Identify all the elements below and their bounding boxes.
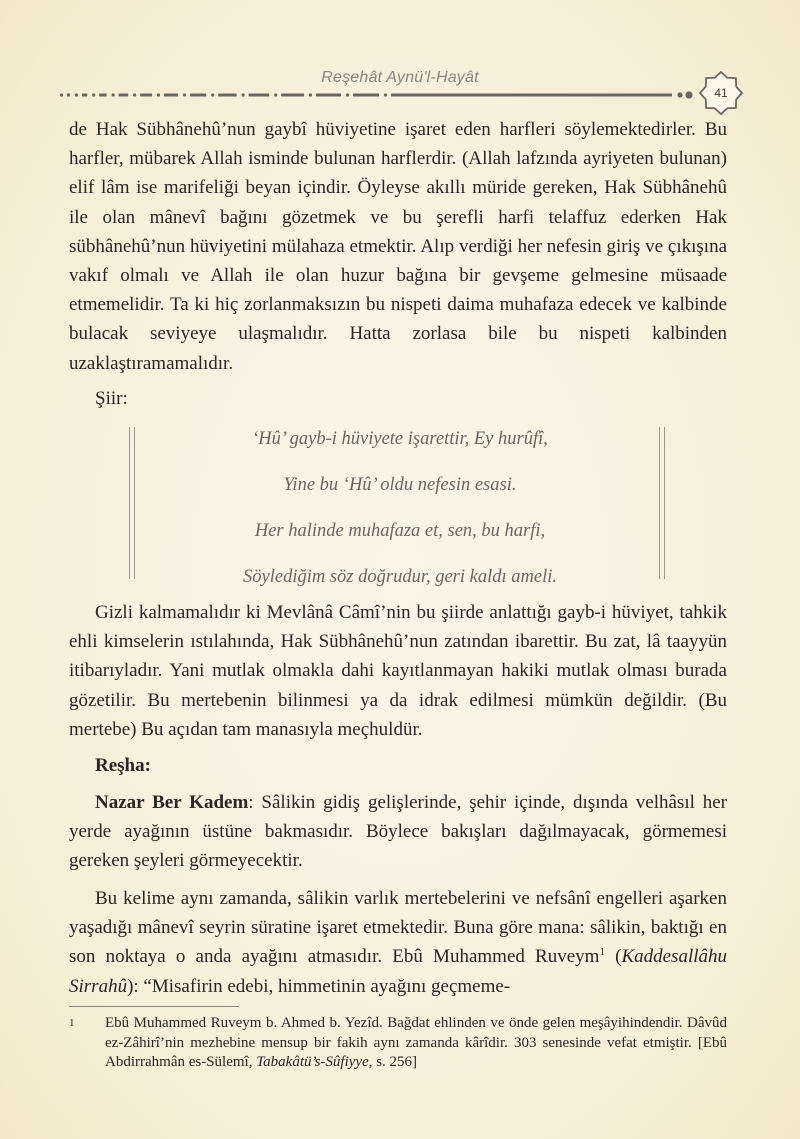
rule-segment: [157, 93, 160, 96]
rule-segment: [242, 93, 245, 96]
rule-segment: [384, 93, 387, 96]
footnote-divider: [69, 1006, 239, 1007]
rule-segment: [112, 93, 115, 96]
rule-segment: [183, 93, 186, 96]
poem-left-border: [129, 427, 135, 579]
footnote-reference[interactable]: 1: [599, 946, 605, 959]
rule-segment: [67, 94, 70, 97]
rule-segment: [99, 94, 106, 97]
rule-segment: [685, 91, 692, 98]
poem-line: Söylediğim söz doğrudur, geri kaldı ameli.: [243, 567, 557, 587]
footnote-book-title: Tabakâtü’s-Sûfiyye: [256, 1054, 369, 1070]
running-title: Reşehât Aynü'l-Hayât: [321, 69, 479, 86]
footnote-text-part: Ebû Muhammed Ruveym b. Ahmed b. Yezîd. Bağdat ehlinden ve önde gelen meşâyihindendir. Dâvûd ez-Zâhirî’nin mezhebine mensup bir fakih aynı zamanda kârîdir. 303 senesinde vefat etmiştir. [Ebû Abdirrahmân es-Sülemî,: [105, 1015, 727, 1070]
poem-line: Yine bu ‘Hû’ oldu nefesin esasi.: [283, 475, 517, 495]
rule-segment: [249, 94, 270, 97]
page-number-badge: [698, 70, 744, 116]
poem-line: Her halinde muhafaza et, sen, bu harfi,: [254, 521, 546, 541]
honorific: Kaddesallâhu Sirrahû: [69, 946, 728, 997]
resha-heading: Reşha:: [95, 755, 151, 776]
poem-block: [140, 425, 660, 609]
rule-segment: [274, 93, 277, 96]
rule-segment: [677, 92, 682, 97]
poem-line: ‘Hû’ gayb-i hüviyete işarettir, Ey hurûfî,: [252, 429, 548, 449]
rule-segment: [133, 93, 136, 96]
paragraph-3-text: : Sâlikin gidiş gelişlerinde, şehir içinde, dışında velhâsıl her yerde ayağının üstüne bakmasıdır. Böylece bakışları dağılmayacak, görmemesi gereken şeyleri görmeyecektir.: [69, 792, 727, 872]
rule-segment: [309, 93, 312, 96]
rule-segment: [281, 94, 304, 97]
rule-segment: [92, 93, 95, 96]
rule-segment: [60, 93, 63, 96]
page-number: 41: [714, 86, 728, 100]
paragraph-4-text: Bu kelime aynı zamanda, sâlikin varlık mertebelerini ve nefsânî engelleri aşarken yaşadığı mânevî seyrin süratine işaret etmektedir. Buna göre mana: sâlikin, baktığı en son noktaya o anda ayağını atmasıdır. Ebû Muhammed Ruveym: [69, 888, 727, 968]
rule-segment: [119, 94, 129, 97]
rule-segment: [75, 93, 78, 96]
paragraph-2: [69, 598, 727, 744]
footnote-mark: 1: [69, 1017, 75, 1029]
footnote-text-part: , s. 256]: [368, 1054, 418, 1070]
poem-label: Şiir:: [95, 388, 128, 409]
rule-segment: [82, 94, 87, 97]
rule-segment: [353, 94, 379, 97]
rule-segment: [211, 93, 214, 96]
footnote-text: [105, 1014, 727, 1073]
rule-segment: [346, 93, 349, 96]
quote-text: : “Misafirin edebi, himmetinin ayağını geçmeme-: [133, 975, 511, 997]
paragraph-2-text: Gizli kalmamalıdır ki Mevlânâ Câmî’nin bu şiirde anlattığı gayb-i hüviyet, tahkik ehli kimselerin ıstılahında, Hak Sübhânehû’nun zatından ibarettir. Bu zat, lâ taayyün itibarıyladır. Yani mutlak olmakla dahi kayıtlanmayan hakiki mutlak olması burada gözetilir. Bu mertebenin bilinmesi ya da idrak edilmesi mümkün değildir. (Bu mertebe) Bu açıdan tam manasıyla meçhuldür.: [69, 602, 727, 740]
paragraph-4: Bu kelime aynı zamanda, sâlikin varlık mertebelerini ve nefsânî engelleri aşarken yaşadığı mânevî seyrin süratine işaret etmektedir. Buna göre mana: sâlikin, baktığı en son noktaya o anda ayağını atmasıdır. Ebû Muhammed Ruveym$^1$ (Kaddesallâhu Sirrahû): “Misafirin edebi, himmetinin ayağını geçmeme-: [69, 888, 728, 997]
paragraph-1-text: de Hak Sübhânehû’nun gaybî hüviyetine işaret eden harfleri söylemektedirler. Bu harfler, mübarek Allah isminde bulunan harflerdir. (Allah lafzında ayriyeten bulunan) elif lâm ise marifeliği beyan içindir. Öyleyse akıllı müride gereken, Hak Sübhânehû ile olan mânevî bağını gözetmek ve bu şerefli harfi telaffuz ederken Hak sübhânehû’nun hüviyetini mülahaza etmektir. Alıp verdiği her nefesin giriş ve çıkışına vakıf olmalı ve Allah ile olan huzur bağına bir gevşeme gelmesine müsaade etmemelidir. Ta ki hiç zorlanmaksızın bu nispeti daima muhafaza edecek ve kalbinde bulacak seviyeye ulaşmalıdır. Hatta zorlasa bile bu nispeti kalbinden uzaklaştıramamalıdır.: [69, 119, 727, 374]
rule-segment: [140, 94, 152, 97]
rule-segment: [391, 94, 672, 97]
rule-segment: [316, 94, 341, 97]
rule-segment: [218, 94, 236, 97]
header-ornament-rule: [60, 88, 700, 102]
paragraph-1: [69, 115, 727, 378]
footnote: [69, 1014, 727, 1073]
paragraph-3: [69, 788, 727, 876]
rule-segment: [190, 94, 206, 97]
rule-segment: [164, 94, 178, 97]
term-nazar-ber-kadem: Nazar Ber Kadem: [95, 792, 249, 813]
